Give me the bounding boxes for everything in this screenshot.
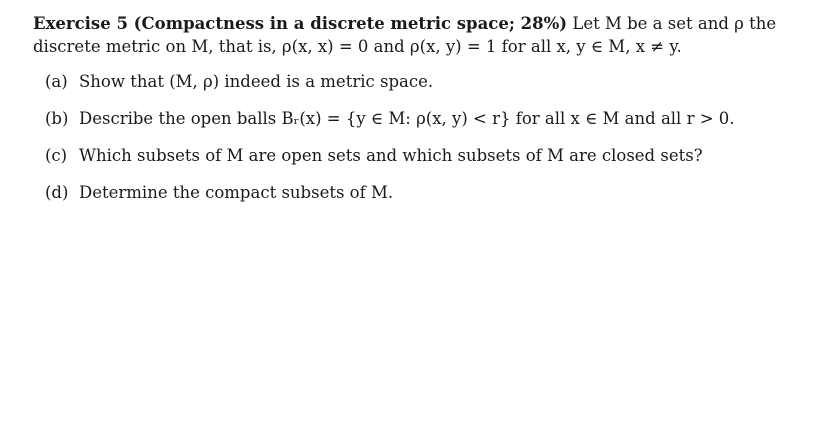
exercise-part-b <box>33 107 813 130</box>
part-text: Show that (M, ρ) indeed is a metric space. <box>79 72 434 91</box>
exercise-part-d <box>33 181 813 204</box>
exercise-intro <box>33 12 813 58</box>
exercise-part-c <box>33 144 813 167</box>
exercise-intro-text: Let M be a set and ρ the discrete metric on M, that is, ρ(x, x) = 0 and ρ(x, y) = 1 for all x, y ∈ M, x ≠ y. <box>33 14 777 56</box>
part-text: Which subsets of M are open sets and which subsets of M are closed sets? <box>79 146 703 165</box>
exercise-heading: Exercise 5 (Compactness in a discrete metric space; 28%) <box>33 14 568 33</box>
part-label: (a) <box>45 72 68 91</box>
exercise-page <box>33 12 813 218</box>
exercise-parts-list <box>33 70 813 204</box>
part-label: (b) <box>45 109 69 128</box>
part-label: (d) <box>45 183 69 202</box>
exercise-part-a <box>33 70 813 93</box>
part-label: (c) <box>45 146 68 165</box>
part-text: Determine the compact subsets of M. <box>79 183 394 202</box>
part-text: Describe the open balls Bᵣ(x) = {y ∈ M: ρ(x, y) < r} for all x ∈ M and all r > 0. <box>79 109 735 128</box>
